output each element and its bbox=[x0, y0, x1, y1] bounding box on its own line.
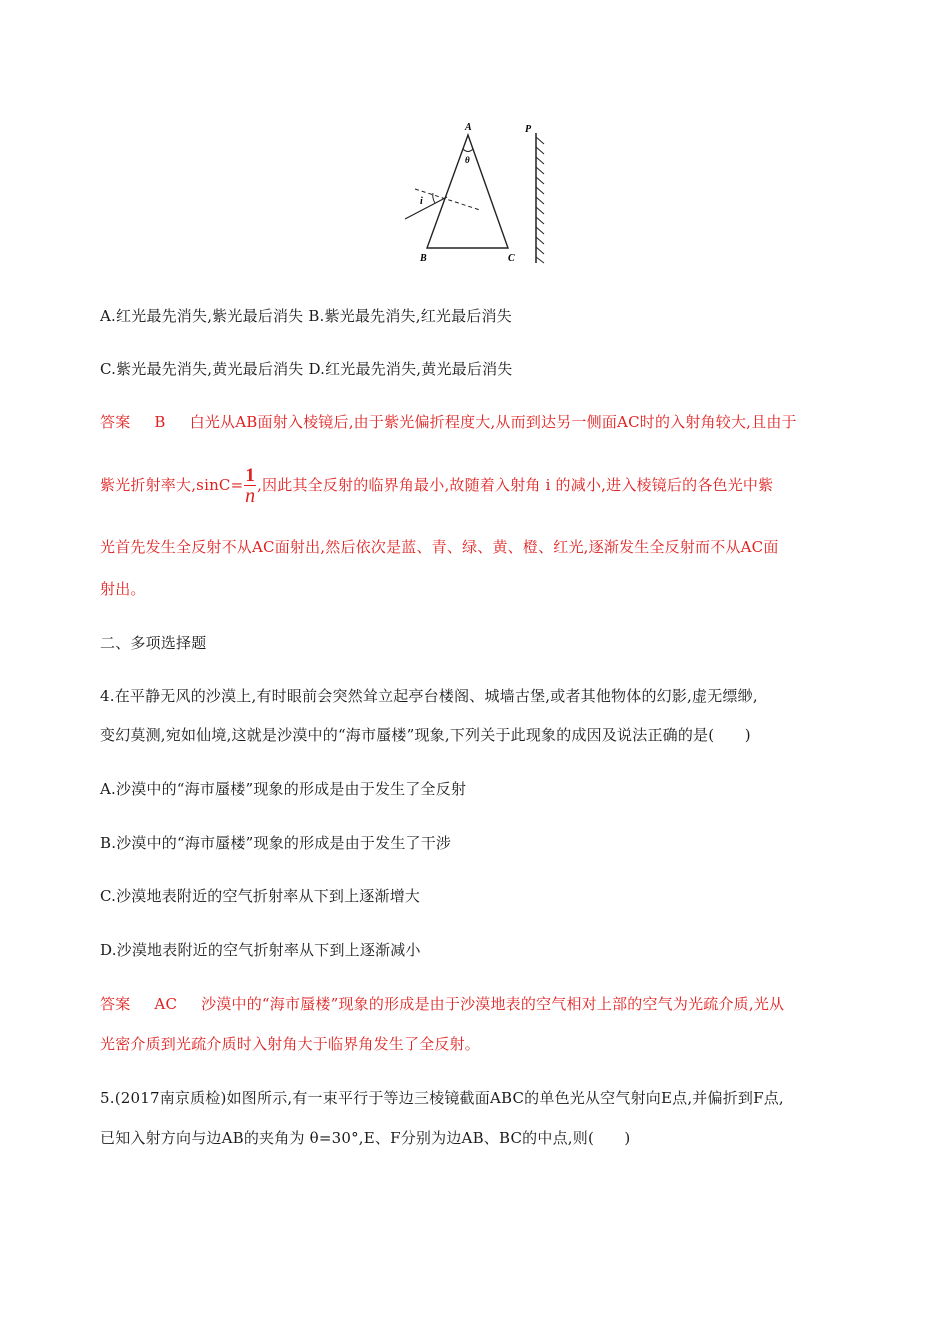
fraction-numerator: 1 bbox=[245, 465, 256, 486]
q4-option-d: D.沙漠地表附近的空气折射率从下到上逐渐减小 bbox=[100, 941, 421, 959]
label-c: C bbox=[508, 253, 515, 264]
q3-answer-line-3: 光首先发生全反射不从AC面射出,然后依次是蓝、青、绿、黄、橙、红光,逐渐发生全反射而不从AC面 bbox=[100, 538, 779, 556]
answer-text: 紫光折射率大,sinC= bbox=[100, 476, 244, 494]
fraction-denominator: n bbox=[245, 485, 256, 507]
label-p: P bbox=[525, 124, 532, 135]
q3-answer-line-4: 射出。 bbox=[100, 580, 146, 598]
answer-key: B bbox=[154, 413, 166, 431]
q3-answer-line-2 bbox=[100, 466, 773, 506]
incident-ray bbox=[405, 197, 447, 219]
q5-stem-line-2: 已知入射方向与边AB的夹角为 θ=30°,E、F分别为边AB、BC的中点,则( ) bbox=[100, 1129, 631, 1147]
label-b: B bbox=[420, 253, 427, 264]
incidence-arc bbox=[433, 193, 435, 203]
q4-stem-line-2: 变幻莫测,宛如仙境,这就是沙漠中的“海市蜃楼”现象,下列关于此现象的成因及说法正确的是( ) bbox=[100, 726, 751, 744]
label-a: A bbox=[465, 122, 472, 133]
label-theta: θ bbox=[465, 155, 470, 165]
answer-text: 白光从AB面射入棱镜后,由于紫光偏折程度大,从而到达另一侧面AC时的入射角较大,且由于 bbox=[189, 413, 797, 431]
q3-options-line-1: A.红光最先消失,紫光最后消失 B.紫光最先消失,红光最后消失 bbox=[100, 307, 512, 325]
section-title: 二、多项选择题 bbox=[100, 634, 207, 652]
q4-option-c: C.沙漠地表附近的空气折射率从下到上逐渐增大 bbox=[100, 887, 421, 905]
q4-stem-line-1: 4.在平静无风的沙漠上,有时眼前会突然耸立起亭台楼阁、城墙古堡,或者其他物体的幻影,虚无缥缈, bbox=[100, 687, 758, 705]
prism-figure bbox=[395, 115, 555, 265]
theta-arc bbox=[463, 149, 473, 152]
q4-answer-line-2: 光密介质到光疏介质时入射角大于临界角发生了全反射。 bbox=[100, 1035, 481, 1053]
screen-hatching bbox=[536, 137, 544, 263]
q4-answer-line-1 bbox=[100, 993, 784, 1014]
answer-text: 沙漠中的“海市蜃楼”现象的形成是由于沙漠地表的空气相对上部的空气为光疏介质,光从 bbox=[201, 995, 785, 1013]
answer-label: 答案 bbox=[100, 995, 131, 1013]
q3-options-line-2: C.紫光最先消失,黄光最后消失 D.红光最先消失,黄光最后消失 bbox=[100, 360, 513, 378]
answer-text: ,因此其全反射的临界角最小,故随着入射角 i 的减小,进入棱镜后的各色光中紫 bbox=[257, 476, 774, 494]
q3-answer-line-1 bbox=[100, 411, 797, 432]
fraction-1-over-n bbox=[244, 466, 256, 506]
q4-option-b: B.沙漠中的“海市蜃楼”现象的形成是由于发生了干涉 bbox=[100, 834, 452, 852]
label-i: i bbox=[420, 196, 423, 207]
q5-stem-line-1: 5.(2017南京质检)如图所示,有一束平行于等边三棱镜截面ABC的单色光从空气射向E点,并偏折到F点, bbox=[100, 1089, 784, 1107]
answer-label: 答案 bbox=[100, 413, 131, 431]
q4-option-a: A.沙漠中的“海市蜃楼”现象的形成是由于发生了全反射 bbox=[100, 780, 467, 798]
answer-key: AC bbox=[154, 995, 178, 1013]
